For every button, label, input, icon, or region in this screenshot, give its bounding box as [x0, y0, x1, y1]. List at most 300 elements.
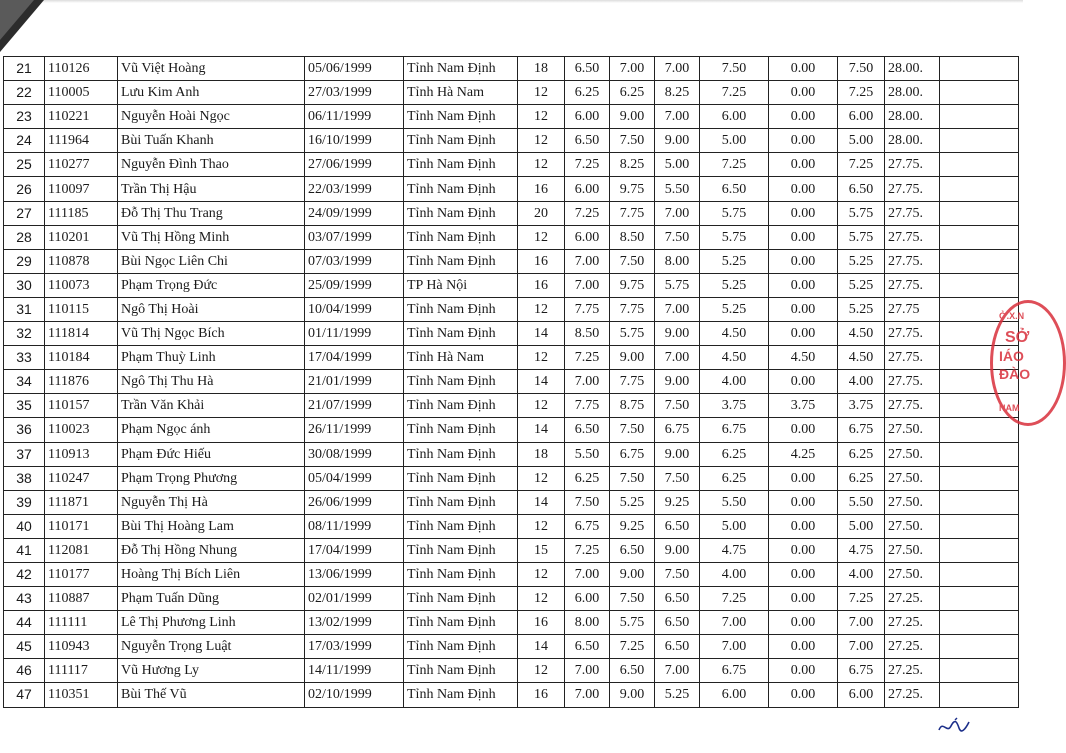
score-3-cell: 7.50	[655, 394, 700, 418]
score-1-cell: 8.50	[565, 322, 610, 346]
birth-place-cell: Tỉnh Nam Định	[404, 129, 518, 153]
score-3-cell: 7.00	[655, 346, 700, 370]
table-row	[4, 249, 1019, 273]
student-name-cell: Bùi Thị Hoàng Lam	[118, 514, 305, 538]
birth-date-cell: 27/06/1999	[305, 153, 404, 177]
row-number-cell: 25	[4, 153, 45, 177]
score-6-cell: 7.50	[838, 57, 885, 81]
total-score-cell: 27.25.	[885, 635, 940, 659]
score-3-cell: 9.00	[655, 129, 700, 153]
score-3-cell: 9.00	[655, 322, 700, 346]
score-1-cell: 6.00	[565, 105, 610, 129]
note-cell	[940, 659, 1019, 683]
score-1-cell: 7.25	[565, 201, 610, 225]
table-row	[4, 322, 1019, 346]
row-number-cell: 47	[4, 683, 45, 707]
score-4-cell: 5.25	[700, 249, 769, 273]
student-id-cell: 110887	[45, 587, 118, 611]
total-score-cell: 27.50.	[885, 562, 940, 586]
birth-date-cell: 02/01/1999	[305, 587, 404, 611]
student-id-cell: 110005	[45, 81, 118, 105]
table-row	[4, 57, 1019, 81]
birth-place-cell: TP Hà Nội	[404, 273, 518, 297]
student-id-cell: 111964	[45, 129, 118, 153]
score-6-cell: 5.25	[838, 273, 885, 297]
score-1-cell: 7.00	[565, 249, 610, 273]
score-5-cell: 0.00	[769, 418, 838, 442]
score-5-cell: 0.00	[769, 611, 838, 635]
row-number-cell: 31	[4, 297, 45, 321]
score-2-cell: 9.25	[610, 514, 655, 538]
score-6-cell: 6.25	[838, 442, 885, 466]
room-number-cell: 18	[518, 442, 565, 466]
note-cell	[940, 201, 1019, 225]
student-id-cell: 110221	[45, 105, 118, 129]
birth-date-cell: 16/10/1999	[305, 129, 404, 153]
row-number-cell: 40	[4, 514, 45, 538]
room-number-cell: 12	[518, 153, 565, 177]
birth-date-cell: 25/09/1999	[305, 273, 404, 297]
total-score-cell: 27.25.	[885, 659, 940, 683]
room-number-cell: 14	[518, 635, 565, 659]
red-official-stamp	[990, 300, 1066, 426]
score-5-cell: 0.00	[769, 201, 838, 225]
score-5-cell: 0.00	[769, 177, 838, 201]
score-6-cell: 6.25	[838, 466, 885, 490]
birth-place-cell: Tỉnh Nam Định	[404, 105, 518, 129]
student-name-cell: Phạm Trọng Phương	[118, 466, 305, 490]
score-3-cell: 5.25	[655, 683, 700, 707]
score-3-cell: 8.00	[655, 249, 700, 273]
birth-date-cell: 03/07/1999	[305, 225, 404, 249]
score-2-cell: 6.75	[610, 442, 655, 466]
birth-place-cell: Tỉnh Nam Định	[404, 249, 518, 273]
score-3-cell: 7.00	[655, 201, 700, 225]
total-score-cell: 27.25.	[885, 587, 940, 611]
score-3-cell: 6.50	[655, 587, 700, 611]
score-2-cell: 7.50	[610, 587, 655, 611]
score-6-cell: 4.00	[838, 562, 885, 586]
score-3-cell: 6.50	[655, 611, 700, 635]
student-id-cell: 111871	[45, 490, 118, 514]
note-cell	[940, 81, 1019, 105]
score-6-cell: 3.75	[838, 394, 885, 418]
birth-place-cell: Tỉnh Nam Định	[404, 490, 518, 514]
room-number-cell: 18	[518, 57, 565, 81]
score-1-cell: 6.25	[565, 466, 610, 490]
score-5-cell: 0.00	[769, 370, 838, 394]
table-row	[4, 346, 1019, 370]
birth-place-cell: Tỉnh Nam Định	[404, 562, 518, 586]
room-number-cell: 12	[518, 297, 565, 321]
score-4-cell: 4.75	[700, 538, 769, 562]
birth-date-cell: 17/04/1999	[305, 538, 404, 562]
total-score-cell: 27.50.	[885, 442, 940, 466]
score-5-cell: 0.00	[769, 322, 838, 346]
score-2-cell: 8.25	[610, 153, 655, 177]
student-name-cell: Bùi Tuấn Khanh	[118, 129, 305, 153]
student-id-cell: 111117	[45, 659, 118, 683]
row-number-cell: 44	[4, 611, 45, 635]
stamp-text: NAM	[999, 403, 1020, 413]
row-number-cell: 37	[4, 442, 45, 466]
score-2-cell: 9.00	[610, 346, 655, 370]
note-cell	[940, 587, 1019, 611]
score-5-cell: 4.50	[769, 346, 838, 370]
score-2-cell: 7.25	[610, 635, 655, 659]
score-2-cell: 9.00	[610, 562, 655, 586]
student-name-cell: Nguyễn Trọng Luật	[118, 635, 305, 659]
student-id-cell: 110913	[45, 442, 118, 466]
score-6-cell: 4.50	[838, 346, 885, 370]
room-number-cell: 20	[518, 201, 565, 225]
row-number-cell: 42	[4, 562, 45, 586]
score-6-cell: 6.00	[838, 105, 885, 129]
score-2-cell: 9.75	[610, 273, 655, 297]
score-4-cell: 5.25	[700, 273, 769, 297]
score-5-cell: 0.00	[769, 129, 838, 153]
total-score-cell: 27.50.	[885, 514, 940, 538]
row-number-cell: 30	[4, 273, 45, 297]
birth-place-cell: Tỉnh Nam Định	[404, 442, 518, 466]
score-4-cell: 7.25	[700, 153, 769, 177]
birth-date-cell: 14/11/1999	[305, 659, 404, 683]
birth-place-cell: Tỉnh Nam Định	[404, 635, 518, 659]
student-id-cell: 110351	[45, 683, 118, 707]
score-1-cell: 6.50	[565, 129, 610, 153]
score-2-cell: 8.75	[610, 394, 655, 418]
total-score-cell: 27.75.	[885, 249, 940, 273]
table-row	[4, 514, 1019, 538]
birth-date-cell: 13/02/1999	[305, 611, 404, 635]
student-id-cell: 111814	[45, 322, 118, 346]
score-4-cell: 4.00	[700, 370, 769, 394]
row-number-cell: 33	[4, 346, 45, 370]
table-row	[4, 659, 1019, 683]
note-cell	[940, 562, 1019, 586]
birth-date-cell: 24/09/1999	[305, 201, 404, 225]
table-row	[4, 81, 1019, 105]
score-5-cell: 0.00	[769, 683, 838, 707]
row-number-cell: 32	[4, 322, 45, 346]
score-2-cell: 5.25	[610, 490, 655, 514]
note-cell	[940, 683, 1019, 707]
score-3-cell: 7.00	[655, 659, 700, 683]
birth-date-cell: 21/07/1999	[305, 394, 404, 418]
room-number-cell: 14	[518, 418, 565, 442]
table-row	[4, 153, 1019, 177]
score-6-cell: 7.25	[838, 587, 885, 611]
room-number-cell: 12	[518, 466, 565, 490]
score-4-cell: 6.00	[700, 105, 769, 129]
score-1-cell: 5.50	[565, 442, 610, 466]
score-3-cell: 9.00	[655, 442, 700, 466]
note-cell	[940, 129, 1019, 153]
total-score-cell: 27.25.	[885, 611, 940, 635]
student-id-cell: 111876	[45, 370, 118, 394]
birth-place-cell: Tỉnh Hà Nam	[404, 346, 518, 370]
birth-date-cell: 21/01/1999	[305, 370, 404, 394]
row-number-cell: 21	[4, 57, 45, 81]
score-3-cell: 6.75	[655, 418, 700, 442]
birth-date-cell: 22/03/1999	[305, 177, 404, 201]
score-3-cell: 8.25	[655, 81, 700, 105]
birth-place-cell: Tỉnh Nam Định	[404, 659, 518, 683]
student-name-cell: Hoàng Thị Bích Liên	[118, 562, 305, 586]
room-number-cell: 15	[518, 538, 565, 562]
total-score-cell: 27.75.	[885, 322, 940, 346]
birth-date-cell: 26/11/1999	[305, 418, 404, 442]
student-id-cell: 110277	[45, 153, 118, 177]
student-name-cell: Đỗ Thị Hồng Nhung	[118, 538, 305, 562]
student-name-cell: Ngô Thị Hoài	[118, 297, 305, 321]
row-number-cell: 46	[4, 659, 45, 683]
score-1-cell: 6.25	[565, 81, 610, 105]
score-2-cell: 7.50	[610, 418, 655, 442]
score-1-cell: 8.00	[565, 611, 610, 635]
score-1-cell: 7.00	[565, 273, 610, 297]
row-number-cell: 35	[4, 394, 45, 418]
total-score-cell: 28.00.	[885, 57, 940, 81]
score-4-cell: 4.50	[700, 322, 769, 346]
score-6-cell: 5.25	[838, 249, 885, 273]
birth-place-cell: Tỉnh Nam Định	[404, 418, 518, 442]
score-5-cell: 0.00	[769, 81, 838, 105]
birth-place-cell: Tỉnh Nam Định	[404, 177, 518, 201]
birth-place-cell: Tỉnh Nam Định	[404, 225, 518, 249]
score-5-cell: 0.00	[769, 105, 838, 129]
room-number-cell: 12	[518, 587, 565, 611]
score-6-cell: 7.25	[838, 81, 885, 105]
score-1-cell: 7.25	[565, 538, 610, 562]
student-name-cell: Vũ Hương Ly	[118, 659, 305, 683]
score-3-cell: 7.50	[655, 562, 700, 586]
score-5-cell: 0.00	[769, 659, 838, 683]
score-1-cell: 7.00	[565, 562, 610, 586]
score-2-cell: 6.50	[610, 659, 655, 683]
row-number-cell: 45	[4, 635, 45, 659]
birth-date-cell: 27/03/1999	[305, 81, 404, 105]
score-2-cell: 7.75	[610, 370, 655, 394]
birth-place-cell: Tỉnh Nam Định	[404, 538, 518, 562]
birth-date-cell: 06/11/1999	[305, 105, 404, 129]
student-id-cell: 110171	[45, 514, 118, 538]
score-5-cell: 0.00	[769, 587, 838, 611]
student-name-cell: Bùi Ngọc Liên Chi	[118, 249, 305, 273]
score-4-cell: 4.00	[700, 562, 769, 586]
score-2-cell: 7.75	[610, 201, 655, 225]
score-6-cell: 5.00	[838, 129, 885, 153]
room-number-cell: 12	[518, 346, 565, 370]
score-3-cell: 6.50	[655, 635, 700, 659]
student-id-cell: 110097	[45, 177, 118, 201]
score-1-cell: 7.75	[565, 297, 610, 321]
score-6-cell: 4.50	[838, 322, 885, 346]
score-2-cell: 6.50	[610, 538, 655, 562]
note-cell	[940, 105, 1019, 129]
room-number-cell: 12	[518, 81, 565, 105]
score-2-cell: 7.50	[610, 129, 655, 153]
score-1-cell: 6.00	[565, 587, 610, 611]
score-1-cell: 7.25	[565, 153, 610, 177]
score-6-cell: 6.75	[838, 659, 885, 683]
table-row	[4, 105, 1019, 129]
table-row	[4, 177, 1019, 201]
total-score-cell: 27.75.	[885, 346, 940, 370]
note-cell	[940, 273, 1019, 297]
score-5-cell: 0.00	[769, 466, 838, 490]
score-4-cell: 7.25	[700, 81, 769, 105]
table-row	[4, 273, 1019, 297]
table-row	[4, 538, 1019, 562]
room-number-cell: 16	[518, 611, 565, 635]
student-id-cell: 110073	[45, 273, 118, 297]
score-6-cell: 5.25	[838, 297, 885, 321]
table-row	[4, 683, 1019, 707]
score-1-cell: 6.00	[565, 177, 610, 201]
note-cell	[940, 418, 1019, 442]
score-6-cell: 7.25	[838, 153, 885, 177]
score-1-cell: 7.00	[565, 659, 610, 683]
score-2-cell: 7.50	[610, 466, 655, 490]
table-row	[4, 466, 1019, 490]
score-2-cell: 5.75	[610, 322, 655, 346]
score-5-cell: 0.00	[769, 297, 838, 321]
score-5-cell: 0.00	[769, 562, 838, 586]
row-number-cell: 27	[4, 201, 45, 225]
total-score-cell: 27.25.	[885, 683, 940, 707]
student-id-cell: 111185	[45, 201, 118, 225]
room-number-cell: 12	[518, 394, 565, 418]
score-1-cell: 7.00	[565, 683, 610, 707]
student-name-cell: Vũ Thị Ngọc Bích	[118, 322, 305, 346]
total-score-cell: 28.00.	[885, 81, 940, 105]
score-4-cell: 3.75	[700, 394, 769, 418]
birth-place-cell: Tỉnh Nam Định	[404, 611, 518, 635]
birth-place-cell: Tỉnh Nam Định	[404, 322, 518, 346]
signature-mark	[937, 716, 971, 736]
total-score-cell: 27.75.	[885, 177, 940, 201]
student-name-cell: Vũ Việt Hoàng	[118, 57, 305, 81]
row-number-cell: 28	[4, 225, 45, 249]
student-id-cell: 110177	[45, 562, 118, 586]
row-number-cell: 26	[4, 177, 45, 201]
table-row	[4, 442, 1019, 466]
score-1-cell: 6.00	[565, 225, 610, 249]
total-score-cell: 27.75.	[885, 201, 940, 225]
table-row	[4, 611, 1019, 635]
score-4-cell: 6.25	[700, 442, 769, 466]
score-5-cell: 0.00	[769, 490, 838, 514]
student-id-cell: 110126	[45, 57, 118, 81]
row-number-cell: 43	[4, 587, 45, 611]
row-number-cell: 29	[4, 249, 45, 273]
score-2-cell: 9.75	[610, 177, 655, 201]
birth-place-cell: Tỉnh Nam Định	[404, 394, 518, 418]
score-1-cell: 7.75	[565, 394, 610, 418]
stamp-text: IÁO	[999, 348, 1024, 364]
note-cell	[940, 635, 1019, 659]
birth-date-cell: 30/08/1999	[305, 442, 404, 466]
birth-place-cell: Tỉnh Nam Định	[404, 297, 518, 321]
birth-date-cell: 08/11/1999	[305, 514, 404, 538]
student-name-cell: Phạm Thuỳ Linh	[118, 346, 305, 370]
score-4-cell: 6.75	[700, 659, 769, 683]
score-6-cell: 6.00	[838, 683, 885, 707]
score-2-cell: 6.25	[610, 81, 655, 105]
score-6-cell: 5.00	[838, 514, 885, 538]
student-name-cell: Đỗ Thị Thu Trang	[118, 201, 305, 225]
birth-date-cell: 01/11/1999	[305, 322, 404, 346]
total-score-cell: 27.50.	[885, 490, 940, 514]
score-6-cell: 5.75	[838, 225, 885, 249]
room-number-cell: 12	[518, 105, 565, 129]
total-score-cell: 27.75.	[885, 394, 940, 418]
note-cell	[940, 225, 1019, 249]
score-3-cell: 5.75	[655, 273, 700, 297]
student-name-cell: Trần Văn Khải	[118, 394, 305, 418]
score-1-cell: 6.50	[565, 57, 610, 81]
note-cell	[940, 611, 1019, 635]
student-id-cell: 110184	[45, 346, 118, 370]
room-number-cell: 14	[518, 370, 565, 394]
student-name-cell: Phạm Trọng Đức	[118, 273, 305, 297]
student-id-cell: 110201	[45, 225, 118, 249]
student-name-cell: Bùi Thế Vũ	[118, 683, 305, 707]
table-row	[4, 562, 1019, 586]
score-4-cell: 7.00	[700, 635, 769, 659]
birth-date-cell: 26/06/1999	[305, 490, 404, 514]
total-score-cell: 28.00.	[885, 129, 940, 153]
row-number-cell: 41	[4, 538, 45, 562]
score-2-cell: 7.50	[610, 249, 655, 273]
score-3-cell: 7.50	[655, 225, 700, 249]
total-score-cell: 27.50.	[885, 466, 940, 490]
room-number-cell: 12	[518, 225, 565, 249]
student-name-cell: Nguyễn Đình Thao	[118, 153, 305, 177]
score-2-cell: 5.75	[610, 611, 655, 635]
score-5-cell: 0.00	[769, 635, 838, 659]
room-number-cell: 12	[518, 562, 565, 586]
row-number-cell: 38	[4, 466, 45, 490]
note-cell	[940, 514, 1019, 538]
score-6-cell: 4.75	[838, 538, 885, 562]
score-3-cell: 7.00	[655, 105, 700, 129]
score-4-cell: 6.00	[700, 683, 769, 707]
score-4-cell: 5.50	[700, 490, 769, 514]
score-2-cell: 9.00	[610, 105, 655, 129]
birth-place-cell: Tỉnh Nam Định	[404, 153, 518, 177]
note-cell	[940, 57, 1019, 81]
student-name-cell: Nguyễn Thị Hà	[118, 490, 305, 514]
score-5-cell: 0.00	[769, 153, 838, 177]
score-4-cell: 6.50	[700, 177, 769, 201]
student-name-cell: Phạm Ngọc ánh	[118, 418, 305, 442]
score-1-cell: 6.75	[565, 514, 610, 538]
score-4-cell: 6.25	[700, 466, 769, 490]
score-5-cell: 4.25	[769, 442, 838, 466]
score-5-cell: 0.00	[769, 273, 838, 297]
student-name-cell: Phạm Tuấn Dũng	[118, 587, 305, 611]
room-number-cell: 16	[518, 683, 565, 707]
total-score-cell: 27.50.	[885, 418, 940, 442]
score-3-cell: 9.00	[655, 370, 700, 394]
student-id-cell: 110878	[45, 249, 118, 273]
score-6-cell: 7.00	[838, 611, 885, 635]
table-row	[4, 490, 1019, 514]
score-4-cell: 7.25	[700, 587, 769, 611]
student-name-cell: Lê Thị Phương Linh	[118, 611, 305, 635]
